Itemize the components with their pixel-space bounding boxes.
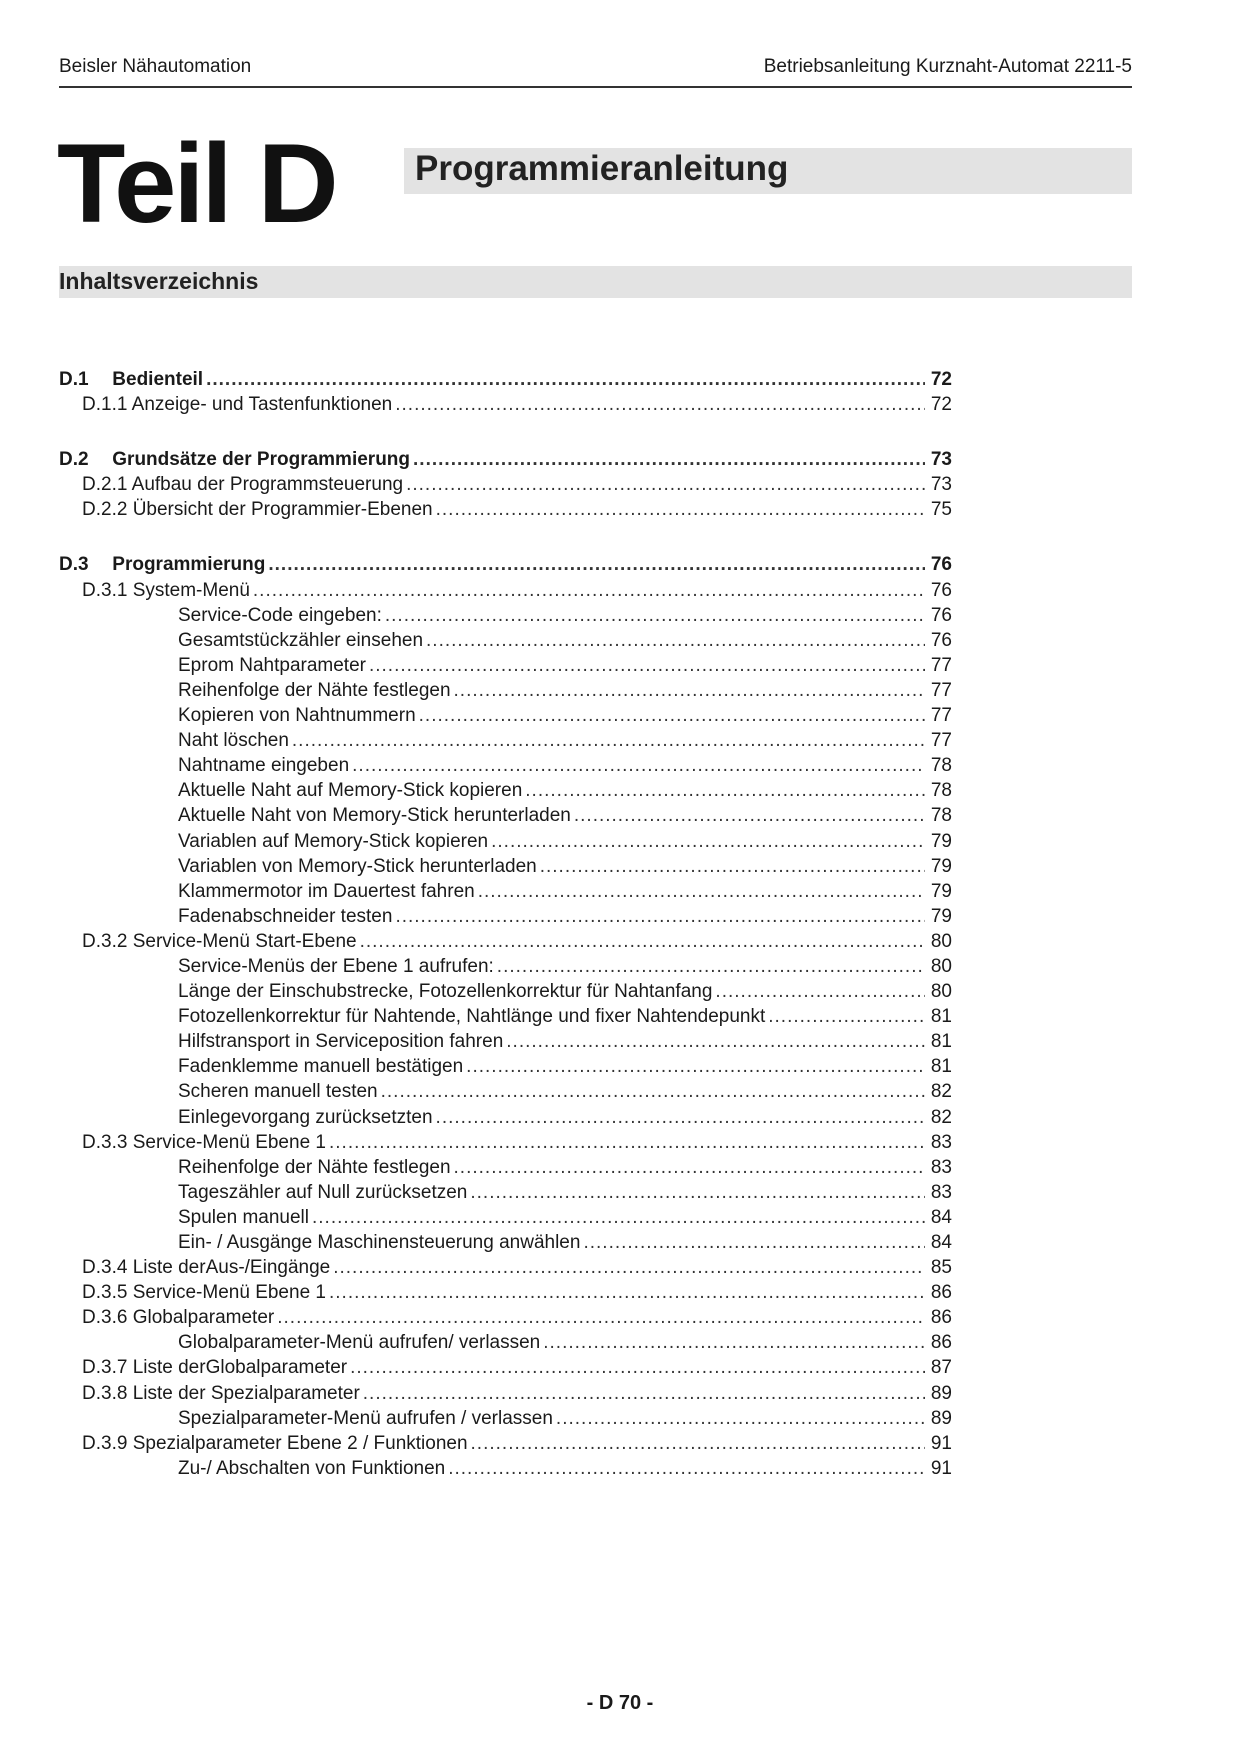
- toc-entry-label: [178, 979, 712, 1004]
- toc-entry-label: [82, 1431, 468, 1456]
- toc-entry-page: 84: [930, 1232, 952, 1253]
- toc-entry-page: 91: [930, 1432, 952, 1454]
- toc-entry-number: D.1: [59, 369, 89, 390]
- toc-heading: Inhaltsverzeichnis: [59, 268, 259, 294]
- toc-dot-leader: [329, 1280, 925, 1305]
- toc-dot-leader: [381, 1079, 925, 1104]
- toc-entry[interactable]: [59, 1004, 952, 1029]
- toc-entry-title: Eprom Nahtparameter: [178, 654, 366, 676]
- toc-dot-leader: [329, 1130, 925, 1155]
- toc-entry-label: [59, 447, 410, 472]
- toc-entry[interactable]: [59, 628, 952, 653]
- toc-entry-number: D.3.8: [82, 1382, 128, 1404]
- toc-dot-leader: [206, 367, 925, 392]
- toc-entry-label: [178, 728, 289, 753]
- toc-entry-number: D.2.2: [82, 499, 128, 521]
- toc-entry-page: 78: [930, 780, 952, 802]
- toc-entry-title: Fadenabschneider testen: [178, 905, 393, 927]
- toc-entry-page: 81: [930, 1006, 952, 1028]
- toc-entry-page: 78: [930, 805, 952, 827]
- toc-entry-label: [178, 1155, 451, 1180]
- part-label: Teil D: [57, 121, 336, 246]
- toc-entry-title: Tageszähler auf Null zurücksetzen: [178, 1181, 468, 1203]
- toc-entry-page: 82: [930, 1106, 952, 1128]
- toc-entry-label: [178, 954, 494, 979]
- toc-entry-page: 83: [930, 1181, 952, 1203]
- toc-entry-page: 75: [930, 499, 952, 521]
- toc-entry-page: 78: [930, 755, 952, 777]
- toc-entry-page: 73: [930, 449, 952, 471]
- toc-entry-title: Kopieren von Nahtnummern: [178, 705, 416, 727]
- toc-entry-title: Liste derGlobalparameter: [132, 1357, 348, 1379]
- toc-entry[interactable]: [59, 603, 952, 628]
- toc-entry-number: D.3.2: [82, 930, 128, 952]
- toc-entry-label: [59, 552, 265, 577]
- toc-dot-leader: [471, 1431, 925, 1456]
- toc-entry[interactable]: [59, 929, 952, 954]
- toc-entry-title: Variablen auf Memory-Stick kopieren: [178, 830, 489, 852]
- toc-entry[interactable]: [59, 1130, 952, 1155]
- toc-dot-leader: [268, 552, 925, 577]
- toc-entry-page: 81: [930, 1056, 952, 1078]
- toc-entry-label: [178, 904, 392, 929]
- toc-entry-number: D.3.9: [82, 1432, 128, 1454]
- toc-entry-label: [178, 1105, 433, 1130]
- toc-entry-page: 77: [930, 705, 952, 727]
- toc-entry-label: [82, 497, 433, 522]
- toc-entry[interactable]: [59, 392, 952, 417]
- toc-entry[interactable]: [59, 1456, 952, 1481]
- toc-entry-label: [82, 1255, 330, 1280]
- toc-entry-page: 81: [930, 1031, 952, 1053]
- toc-entry[interactable]: [59, 879, 952, 904]
- toc-dot-leader: [454, 678, 925, 703]
- toc-entry[interactable]: [59, 904, 952, 929]
- toc-dot-leader: [436, 497, 925, 522]
- toc-entry-title: Service-Menü Ebene 1: [132, 1282, 326, 1304]
- toc-dot-leader: [385, 603, 925, 628]
- toc-entry-label: [178, 778, 522, 803]
- toc-dot-leader: [454, 1155, 925, 1180]
- toc-entry-title: Naht löschen: [178, 730, 289, 752]
- toc-entry-page: 86: [930, 1332, 952, 1354]
- toc-entry-label: [178, 628, 423, 653]
- toc-entry-title: Spezialparameter-Menü aufrufen / verlassen: [178, 1407, 553, 1429]
- toc-entry[interactable]: [59, 1280, 952, 1305]
- toc-entry[interactable]: [59, 1205, 952, 1230]
- toc-entry-label: [178, 1180, 467, 1205]
- toc-dot-leader: [333, 1255, 925, 1280]
- toc-entry-page: 79: [930, 830, 952, 852]
- toc-entry-label: [82, 1130, 326, 1155]
- toc-entry[interactable]: [59, 979, 952, 1004]
- toc-entry-label: [178, 1004, 765, 1029]
- toc-entry[interactable]: [59, 1355, 952, 1380]
- toc-entry-page: 89: [930, 1382, 952, 1404]
- toc-entry-page: 83: [930, 1156, 952, 1178]
- toc-dot-leader: [491, 829, 925, 854]
- toc-entry-title: Zu-/ Abschalten von Funktionen: [178, 1457, 446, 1479]
- toc-entry-title: Programmierung: [112, 554, 266, 576]
- toc-entry-label: [178, 1079, 378, 1104]
- toc-entry-number: D.3.4: [82, 1257, 128, 1279]
- header-company: Beisler Nähautomation: [59, 56, 252, 77]
- toc-entry[interactable]: [59, 1029, 952, 1054]
- toc-dot-leader: [715, 979, 925, 1004]
- toc-dot-leader: [540, 854, 925, 879]
- toc-entry-title: Globalparameter: [132, 1307, 275, 1329]
- toc-entry-title: Fadenklemme manuell bestätigen: [178, 1056, 464, 1078]
- toc-dot-leader: [312, 1205, 925, 1230]
- toc-entry-title: Ein- / Ausgänge Maschinensteuerung anwählen: [178, 1232, 581, 1253]
- toc-dot-leader: [556, 1406, 925, 1431]
- toc-entry-label: [178, 753, 349, 778]
- toc-entry-page: 79: [930, 905, 952, 927]
- toc-dot-leader: [363, 1381, 925, 1406]
- toc-entry[interactable]: [59, 703, 952, 728]
- toc-entry-label: [178, 1456, 445, 1481]
- toc-dot-leader: [352, 753, 925, 778]
- toc-entry-label: [178, 1330, 540, 1355]
- toc-entry-page: 80: [930, 930, 952, 952]
- toc-entry-title: Reihenfolge der Nähte festlegen: [178, 679, 451, 701]
- toc-entry-title: Fotozellenkorrektur für Nahtende, Nahtlänge und fixer Nahtendepunkt: [178, 1006, 766, 1028]
- toc-dot-leader: [395, 904, 925, 929]
- toc-entry[interactable]: [59, 497, 952, 522]
- toc-dot-leader: [413, 447, 925, 472]
- toc-entry-label: [178, 879, 475, 904]
- toc-entry-page: 77: [930, 679, 952, 701]
- toc-entry-page: 86: [930, 1282, 952, 1304]
- toc-entry[interactable]: [59, 678, 952, 703]
- toc-entry-label: [82, 578, 250, 603]
- toc-entry-page: 76: [930, 554, 952, 576]
- toc-entry-title: Reihenfolge der Nähte festlegen: [178, 1156, 451, 1178]
- toc-entry-title: Länge der Einschubstrecke, Fotozellenkorrektur für Nahtanfang: [178, 981, 713, 1003]
- toc-entry[interactable]: [59, 472, 952, 497]
- toc-entry-label: [178, 854, 537, 879]
- toc-dot-leader: [426, 628, 925, 653]
- toc-entry[interactable]: [59, 829, 952, 854]
- toc-entry[interactable]: [59, 854, 952, 879]
- toc-entry-label: [82, 1280, 326, 1305]
- toc-entry-page: 86: [930, 1307, 952, 1329]
- toc-dot-leader: [448, 1456, 925, 1481]
- toc-dot-leader: [350, 1355, 925, 1380]
- toc-dot-leader: [525, 778, 925, 803]
- toc-entry-label: [82, 1355, 347, 1380]
- toc-entry[interactable]: [59, 1054, 952, 1079]
- toc-entry-page: 91: [930, 1457, 952, 1479]
- toc-dot-leader: [292, 728, 925, 753]
- toc-entry-number: D.2: [59, 449, 89, 471]
- toc-entry-number: D.1.1: [82, 394, 128, 416]
- toc-entry[interactable]: [59, 1180, 952, 1205]
- toc-entry-label: [82, 472, 403, 497]
- toc-entry[interactable]: [59, 1255, 952, 1280]
- toc-entry-page: 89: [930, 1407, 952, 1429]
- toc-entry[interactable]: [59, 728, 952, 753]
- toc-entry-title: Aktuelle Naht auf Memory-Stick kopieren: [178, 780, 523, 802]
- toc-entry-number: D.3.3: [82, 1131, 128, 1153]
- toc-entry-label: [178, 678, 451, 703]
- toc-dot-leader: [583, 1230, 925, 1255]
- toc-entry[interactable]: [59, 1305, 952, 1330]
- toc-entry[interactable]: [59, 1381, 952, 1406]
- toc-entry[interactable]: [59, 1230, 952, 1255]
- toc-entry-page: 72: [930, 394, 952, 416]
- toc-entry[interactable]: [59, 653, 952, 678]
- part-title: Programmieranleitung: [415, 149, 789, 188]
- toc-dot-leader: [395, 392, 925, 417]
- toc-entry-page: 76: [930, 604, 952, 626]
- toc-entry-number: D.3.1: [82, 579, 128, 601]
- toc-dot-leader: [478, 879, 925, 904]
- toc-entry-title: Aufbau der Programmsteuerung: [131, 474, 404, 496]
- toc-dot-leader: [253, 578, 925, 603]
- toc-entry-page: 82: [930, 1081, 952, 1103]
- toc-entry-label: [178, 1406, 553, 1431]
- toc-dot-leader: [497, 954, 925, 979]
- toc-dot-leader: [369, 653, 925, 678]
- toc-entry[interactable]: [59, 778, 952, 803]
- toc-dot-leader: [506, 1029, 925, 1054]
- toc-entry[interactable]: [59, 1330, 952, 1355]
- toc-entry[interactable]: [59, 1155, 952, 1180]
- toc-entry[interactable]: [59, 1105, 952, 1130]
- table-of-contents: [59, 367, 952, 1481]
- toc-entry-page: 87: [930, 1357, 952, 1379]
- toc-dot-leader: [360, 929, 925, 954]
- toc-entry-page: 79: [930, 880, 952, 902]
- toc-entry-title: Scheren manuell testen: [178, 1081, 378, 1103]
- toc-entry[interactable]: [59, 447, 952, 472]
- toc-entry-page: 72: [930, 369, 952, 390]
- toc-entry-title: Variablen von Memory-Stick herunterladen: [178, 855, 537, 877]
- toc-dot-leader: [543, 1330, 925, 1355]
- toc-dot-leader: [419, 703, 925, 728]
- toc-entry-label: [59, 367, 203, 392]
- toc-entry-label: [178, 829, 488, 854]
- toc-entry-title: Nahtname eingeben: [178, 755, 350, 777]
- page-number: - D 70 -: [586, 1692, 654, 1714]
- toc-dot-leader: [470, 1180, 925, 1205]
- toc-entry-title: Spulen manuell: [178, 1206, 309, 1228]
- toc-entry[interactable]: [59, 954, 952, 979]
- toc-entry-label: [178, 803, 571, 828]
- toc-entry[interactable]: [59, 1431, 952, 1456]
- toc-dot-leader: [466, 1054, 925, 1079]
- toc-entry-page: 76: [930, 629, 952, 651]
- toc-entry-page: 76: [930, 579, 952, 601]
- toc-entry-label: [82, 392, 392, 417]
- toc-entry-label: [178, 1054, 463, 1079]
- toc-entry-title: Bedienteil: [112, 369, 204, 390]
- toc-entry-label: [82, 929, 357, 954]
- toc-entry[interactable]: [59, 1406, 952, 1431]
- toc-entry-page: 80: [930, 955, 952, 977]
- toc-entry-title: Globalparameter-Menü aufrufen/ verlassen: [178, 1332, 541, 1354]
- toc-entry-number: D.3.5: [82, 1282, 128, 1304]
- toc-entry-title: Service-Code eingeben:: [178, 604, 382, 626]
- toc-entry[interactable]: [59, 1079, 952, 1104]
- toc-dot-leader: [277, 1305, 925, 1330]
- toc-entry-number: D.3.6: [82, 1307, 128, 1329]
- toc-entry-page: 77: [930, 654, 952, 676]
- toc-entry[interactable]: [59, 578, 952, 603]
- toc-entry-title: Service-Menüs der Ebene 1 aufrufen:: [178, 955, 494, 977]
- toc-entry-title: Grundsätze der Programmierung: [112, 449, 411, 471]
- toc-entry-number: D.3.7: [82, 1357, 128, 1379]
- toc-entry-page: 84: [930, 1206, 952, 1228]
- toc-entry-label: [178, 1029, 503, 1054]
- toc-dot-leader: [768, 1004, 925, 1029]
- toc-entry[interactable]: [59, 552, 952, 577]
- header-document-title: Betriebsanleitung Kurznaht-Automat 2211-5: [763, 56, 1132, 77]
- toc-entry-title: Liste der Spezialparameter: [132, 1382, 360, 1404]
- toc-entry-page: 83: [930, 1131, 952, 1153]
- toc-entry-title: Hilfstransport in Serviceposition fahren: [178, 1031, 504, 1053]
- toc-entry[interactable]: [59, 367, 952, 392]
- toc-entry-title: Service-Menü Start-Ebene: [132, 930, 357, 952]
- toc-entry-title: System-Menü: [132, 579, 250, 601]
- page-header: [59, 56, 1132, 88]
- toc-entry[interactable]: [59, 753, 952, 778]
- toc-entry-title: Service-Menü Ebene 1: [132, 1131, 326, 1153]
- toc-entry-label: [178, 603, 382, 628]
- toc-entry-label: [82, 1381, 360, 1406]
- toc-dot-leader: [574, 803, 925, 828]
- toc-entry-title: Spezialparameter Ebene 2 / Funktionen: [132, 1432, 468, 1454]
- toc-entry-page: 73: [930, 474, 952, 496]
- toc-entry-page: 80: [930, 981, 952, 1003]
- toc-entry-number: D.2.1: [82, 474, 128, 496]
- toc-entry-page: 77: [930, 730, 952, 752]
- toc-entry-title: Anzeige- und Tastenfunktionen: [131, 394, 393, 416]
- toc-entry-page: 85: [930, 1257, 952, 1279]
- toc-entry-label: [178, 1230, 580, 1255]
- toc-entry-label: [178, 703, 416, 728]
- toc-entry-title: Gesamtstückzähler einsehen: [178, 629, 424, 651]
- toc-entry-title: Liste derAus-/Eingänge: [132, 1257, 331, 1279]
- toc-entry-page: 79: [930, 855, 952, 877]
- toc-entry-label: [178, 653, 366, 678]
- toc-entry-number: D.3: [59, 554, 89, 576]
- toc-entry-title: Einlegevorgang zurücksetzten: [178, 1106, 433, 1128]
- toc-entry[interactable]: [59, 803, 952, 828]
- toc-entry-label: [178, 1205, 309, 1230]
- toc-entry-title: Aktuelle Naht von Memory-Stick herunterladen: [178, 805, 571, 827]
- toc-entry-label: [82, 1305, 274, 1330]
- toc-entry-title: Klammermotor im Dauertest fahren: [178, 880, 475, 902]
- toc-dot-leader: [406, 472, 925, 497]
- toc-entry-title: Übersicht der Programmier-Ebenen: [132, 499, 433, 521]
- toc-dot-leader: [436, 1105, 925, 1130]
